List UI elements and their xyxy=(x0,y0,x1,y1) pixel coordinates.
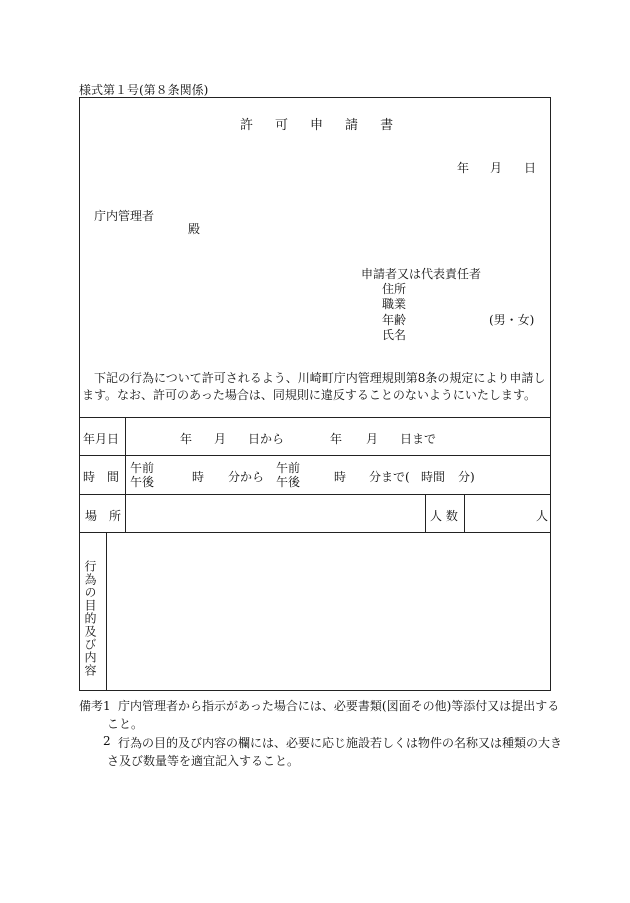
date-until-day: 日まで xyxy=(400,432,437,446)
application-year-label: 年 xyxy=(457,161,470,175)
table-divider xyxy=(79,532,551,533)
purpose-row-label: 行為の目的及び内容 xyxy=(83,560,97,677)
date-from-month: 月 xyxy=(214,432,227,446)
note-1-line-1: 庁内管理者から指示があった場合には、必要書類(図面その他)等添付又は提出する xyxy=(118,699,560,713)
note-2-line-1: 行為の目的及び内容の欄には、必要に応じ施設若しくは物件の名称又は種類の大き xyxy=(118,736,563,750)
date-from-year: 年 xyxy=(180,432,193,446)
time-until-ampm xyxy=(276,461,300,489)
place-row-label: 場 所 xyxy=(85,509,122,523)
title-char: 可 xyxy=(275,118,289,133)
addressee-office: 庁内管理者 xyxy=(94,209,155,223)
applicant-heading: 申請者又は代表責任者 xyxy=(361,267,482,281)
note-2-line-2: さ及び数量等を適宜記入すること。 xyxy=(107,754,300,768)
form-title xyxy=(240,114,393,133)
time-from-hour: 時 xyxy=(192,470,205,484)
am-label: 午前 xyxy=(130,461,155,475)
date-until-month: 月 xyxy=(366,432,379,446)
date-row-label: 年月日 xyxy=(83,432,120,446)
form-reference: 様式第１号(第８条関係) xyxy=(79,83,209,97)
table-divider xyxy=(79,494,551,495)
pm-label: 午後 xyxy=(276,475,301,489)
time-from-ampm xyxy=(130,461,154,489)
table-divider xyxy=(79,417,551,418)
notes-prefix: 備考1 xyxy=(79,699,111,713)
time-until-hour: 時 xyxy=(334,470,347,484)
purpose-label-divider xyxy=(106,532,107,691)
addressee-honorific: 殿 xyxy=(188,222,201,236)
people-count-unit: 人 xyxy=(536,509,549,523)
am-label: 午前 xyxy=(276,461,301,475)
time-until-minute: 分まで( xyxy=(369,470,410,484)
time-from-minute: 分から xyxy=(228,470,265,484)
applicant-occupation-label: 職業 xyxy=(382,297,407,311)
request-statement: 下記の行為について許可されるよう、川崎町庁内管理規則第8条の規定により申請します。なお、許可のあった場合は、同規則に違反することのないようにいたします。 xyxy=(82,371,546,402)
table-divider xyxy=(79,455,551,456)
time-row-label: 時 間 xyxy=(83,470,120,484)
applicant-gender-label: (男・女) xyxy=(489,313,535,327)
title-char: 書 xyxy=(380,118,394,133)
date-from-day: 日から xyxy=(248,432,285,446)
label-column-divider xyxy=(125,417,126,532)
application-day-label: 日 xyxy=(524,161,537,175)
title-char: 請 xyxy=(345,118,359,133)
count-value-divider xyxy=(464,494,465,532)
title-char: 許 xyxy=(240,118,254,133)
duration-minutes: 分) xyxy=(458,470,475,484)
people-count-label: 人 数 xyxy=(430,509,458,523)
applicant-address-label: 住所 xyxy=(382,282,407,296)
title-char: 申 xyxy=(310,118,324,133)
note-2-number: 2 xyxy=(103,734,111,748)
applicant-age-label: 年齢 xyxy=(382,313,407,327)
date-until-year: 年 xyxy=(330,432,343,446)
duration-hours: 時間 xyxy=(421,470,446,484)
applicant-name-label: 氏名 xyxy=(382,328,407,342)
place-count-divider xyxy=(425,494,426,532)
application-month-label: 月 xyxy=(490,161,503,175)
note-1-line-2: こと。 xyxy=(107,717,144,731)
pm-label: 午後 xyxy=(130,475,155,489)
